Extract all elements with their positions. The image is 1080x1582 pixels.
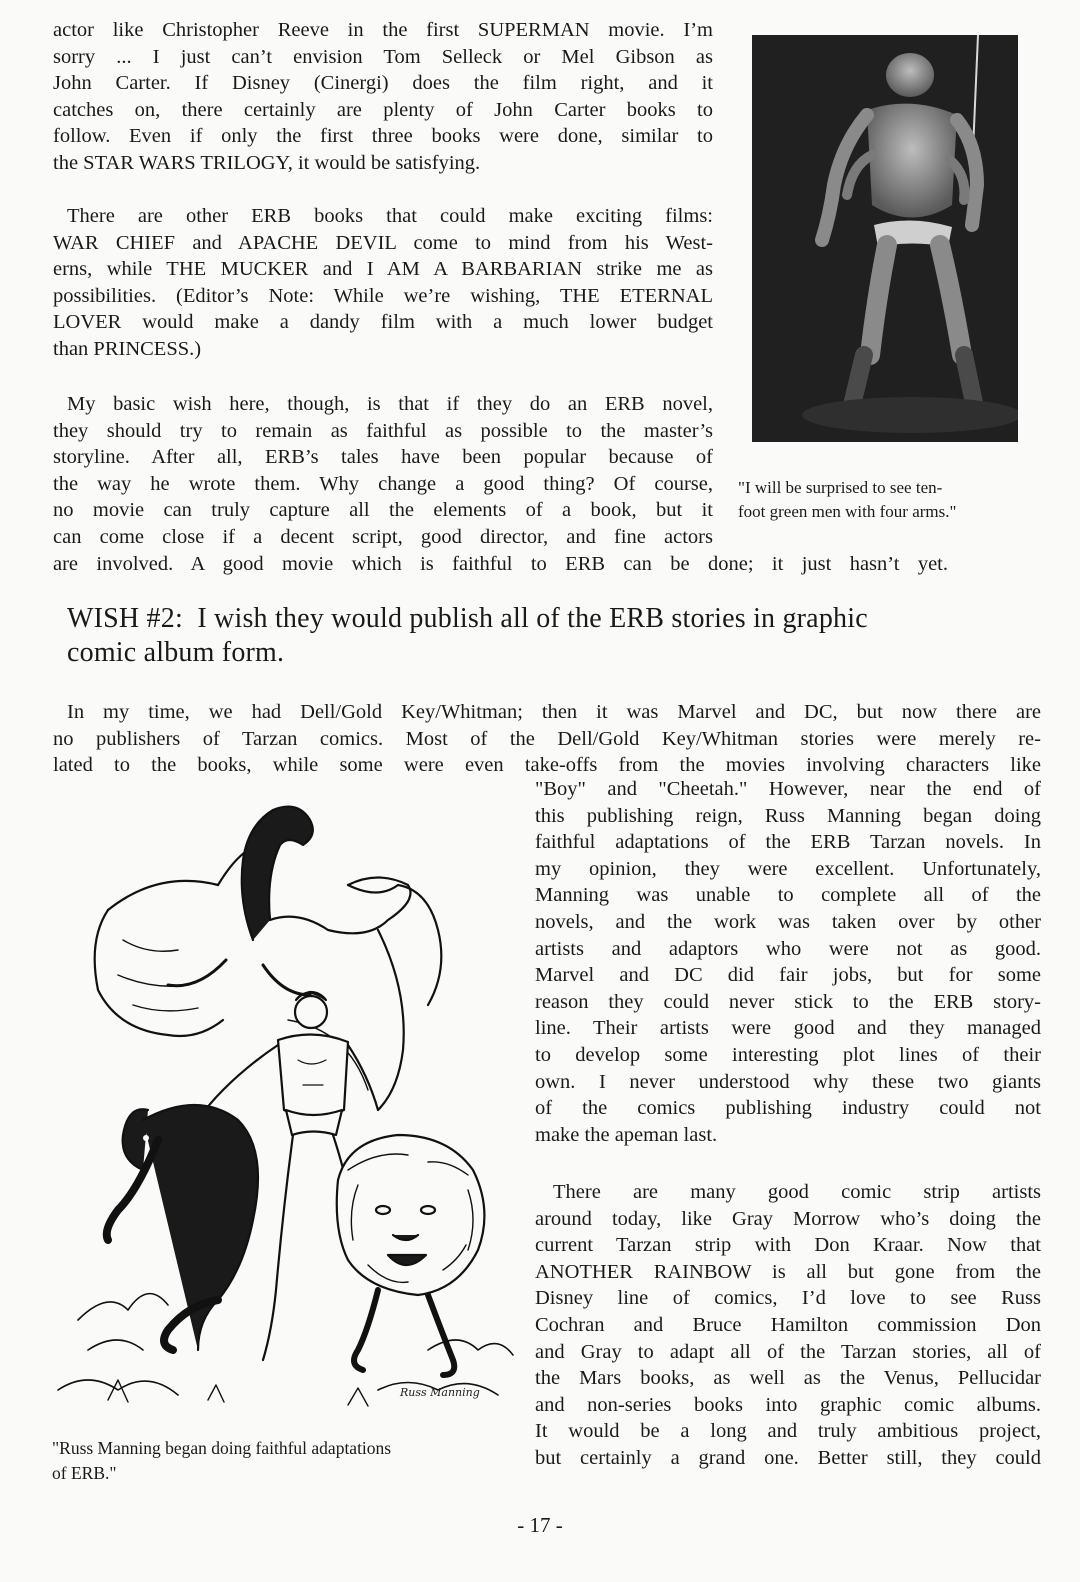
text-line: own. I never understood why these two giants — [535, 1070, 1041, 1093]
text-line: reason they could never stick to the ERB story- — [535, 990, 1041, 1013]
text-line: It would be a long and truly ambitious project, — [535, 1420, 1041, 1443]
tarzan-elephant-lion-ape-illustration — [48, 790, 518, 1430]
text-line: LOVER would make a dandy film with a much lower budget — [53, 311, 713, 334]
text-line: "Boy" and "Cheetah." However, near the end of — [535, 778, 1041, 800]
text-line: are involved. A good movie which is faithful to ERB can be done; it just hasn’t yet. — [53, 552, 948, 575]
text-line: they should try to remain as faithful as possible to the master’s — [53, 419, 713, 442]
caption-line: "Russ Manning began doing faithful adaptations — [52, 1438, 392, 1458]
text-line: My basic wish here, though, is that if they do an ERB novel, — [67, 393, 713, 415]
text-line: can come close if a decent script, good director, and fine actors — [53, 525, 713, 548]
text-line: of the comics publishing industry could not — [535, 1097, 1041, 1120]
text-line: John Carter. If Disney (Cinergi) does the film right, and it — [53, 72, 713, 95]
caption-line: of ERB." — [52, 1463, 117, 1483]
illustration-caption — [52, 1436, 522, 1486]
text-line: make the apeman last. — [535, 1123, 718, 1146]
text-line: artists and adaptors who were not as good. — [535, 937, 1041, 960]
text-line: lated to the books, while some were even take-offs from the movies involving characters like — [53, 754, 1041, 777]
text-line: around today, like Gray Morrow who’s doing the — [535, 1207, 1041, 1230]
text-line: Disney line of comics, I’d love to see Russ — [535, 1287, 1041, 1310]
text-line: no publishers of Tarzan comics. Most of the Dell/Gold Key/Whitman stories were merely re- — [53, 727, 1041, 750]
text-line: my opinion, they were excellent. Unfortunately, — [535, 857, 1041, 880]
artist-signature: Russ Manning — [400, 1386, 480, 1399]
text-line: but certainly a grand one. Better still, they could — [535, 1446, 1041, 1469]
text-line: and non-series books into graphic comic albums. — [535, 1393, 1041, 1416]
paragraph-1 — [53, 17, 713, 177]
paragraph-4 — [53, 699, 1041, 779]
text-line: line. Their artists were good and they managed — [535, 1017, 1041, 1040]
text-line: sorry ... I just can’t envision Tom Selleck or Mel Gibson as — [53, 45, 713, 68]
text-line: the STAR WARS TRILOGY, it would be satisfying. — [53, 151, 481, 174]
text-line: novels, and the work was taken over by other — [535, 910, 1041, 933]
text-line: and Gray to adapt all of the Tarzan stories, all of — [535, 1340, 1041, 1363]
text-line: Marvel and DC did fair jobs, but for some — [535, 964, 1041, 987]
text-line: ANOTHER RAINBOW is all but gone from the — [535, 1260, 1041, 1283]
page-number: - 17 - — [517, 1513, 563, 1537]
figure-illustration — [48, 790, 518, 1430]
paragraph-6 — [535, 1179, 1041, 1472]
text-line: no movie can truly capture all the elements of a book, but it — [53, 499, 713, 522]
text-line: faithful adaptations of the ERB Tarzan novels. In — [535, 831, 1041, 854]
text-line: the way he wrote them. Why change a good thing? Of course, — [53, 472, 713, 495]
caption-line: foot green men with four arms." — [738, 502, 957, 521]
text-line: possibilities. (Editor’s Note: While we’re wishing, THE ETERNAL — [53, 284, 713, 307]
text-line: There are other ERB books that could make exciting films: — [67, 205, 713, 227]
paragraph-2 — [53, 203, 713, 363]
figure-photo — [752, 35, 1018, 442]
text-line: Manning was unable to complete all of the — [535, 884, 1041, 907]
text-line: erns, while THE MUCKER and I AM A BARBARIAN strike me as — [53, 258, 713, 281]
text-line: storyline. After all, ERB’s tales have been popular because of — [53, 446, 713, 469]
text-line: this publishing reign, Russ Manning began doing — [535, 804, 1041, 827]
text-line: to develop some interesting plot lines of their — [535, 1043, 1041, 1066]
text-line: There are many good comic strip artists — [553, 1181, 1041, 1203]
text-line: current Tarzan strip with Don Kraar. Now that — [535, 1234, 1041, 1257]
text-line: Cochran and Bruce Hamilton commission Don — [535, 1313, 1041, 1336]
paragraph-5 — [535, 776, 1041, 1148]
heading-line: WISH #2: I wish they would publish all of the ERB stories in graphic — [67, 603, 868, 634]
text-line: WAR CHIEF and APACHE DEVIL come to mind from his West- — [53, 231, 713, 254]
green-martian-figure-illustration — [752, 35, 1018, 442]
text-line: actor like Christopher Reeve in the first SUPERMAN movie. I’m — [53, 19, 713, 41]
text-line: In my time, we had Dell/Gold Key/Whitman; then it was Marvel and DC, but now there are — [67, 701, 1041, 723]
wish-2-heading — [67, 602, 1042, 670]
text-line: than PRINCESS.) — [53, 337, 202, 360]
text-line: catches on, there certainly are plenty of John Carter books to — [53, 98, 713, 121]
text-line: the Mars books, as well as the Venus, Pellucidar — [535, 1367, 1041, 1390]
heading-line: comic album form. — [67, 637, 285, 668]
photo-caption — [738, 476, 1038, 524]
caption-line: "I will be surprised to see ten- — [738, 478, 943, 497]
text-line: follow. Even if only the first three books were done, similar to — [53, 125, 713, 148]
